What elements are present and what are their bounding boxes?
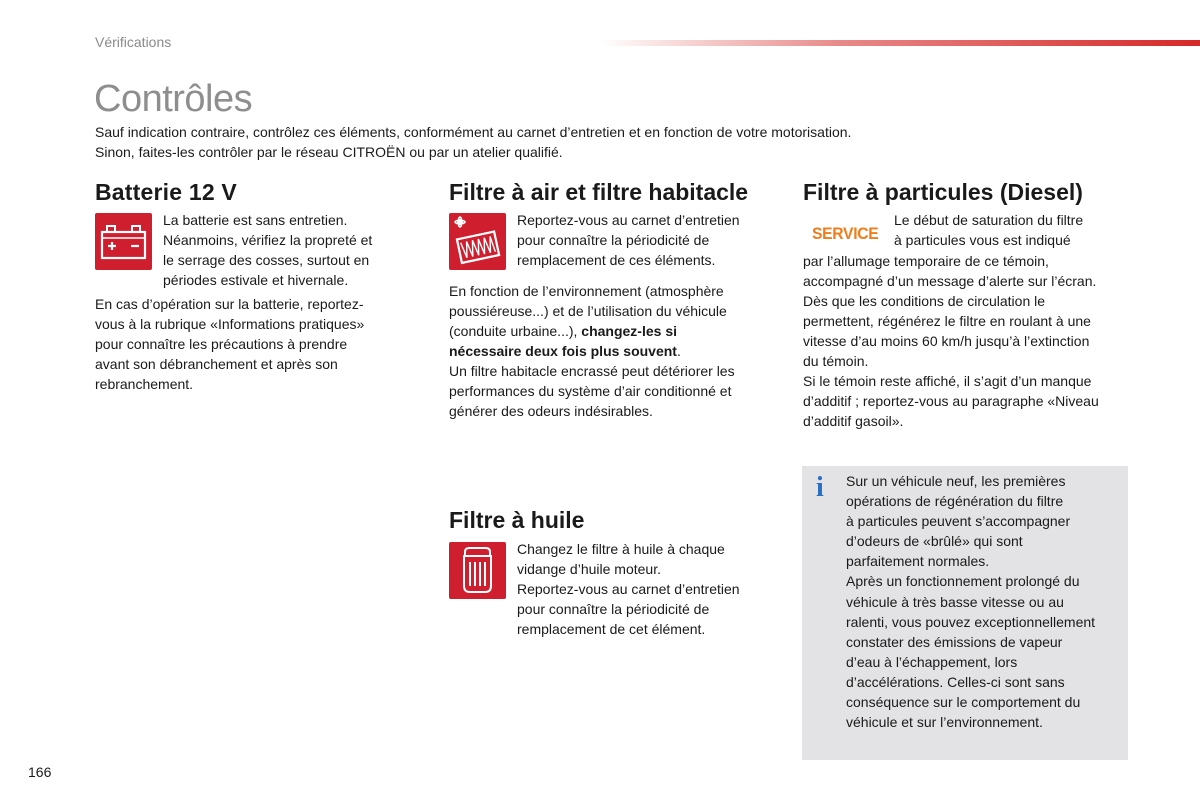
intro-line: Sinon, faites-les contrôler par le réseau CITROËN ou par un atelier qualifié.: [95, 144, 563, 160]
info-line: à particules peuvent s’accompagner: [846, 513, 1071, 530]
air-filter-side-text: [517, 210, 777, 270]
intro-line: Sauf indication contraire, contrôlez ces éléments, conformément au carnet d’entretien et en fonction de votre motorisation.: [95, 124, 852, 140]
particle-filter-heading: Filtre à particules (Diesel): [803, 179, 1083, 205]
oil-filter-line: remplacement de cet élément.: [517, 621, 706, 637]
battery-side-text: [163, 210, 413, 290]
air-filter-text: .: [676, 343, 681, 359]
info-line: constater des émissions de vapeur: [846, 633, 1063, 650]
particle-filter-line: du témoin.: [803, 353, 869, 369]
particle-filter-line: par l’allumage temporaire de ce témoin,: [803, 253, 1049, 269]
air-filter-line: Reportez-vous au carnet d’entretien: [517, 212, 740, 228]
intro-text: [95, 122, 1095, 162]
particle-filter-line: à particules vous est indiqué: [894, 232, 1071, 248]
air-filter-emphasis: changez-les si: [581, 323, 677, 339]
oil-filter-line: Reportez-vous au carnet d’entretien: [517, 581, 740, 597]
info-line: d’odeurs de «brûlé» qui sont: [846, 533, 1023, 550]
battery-para-line: En cas d’opération sur la batterie, reportez-: [95, 296, 364, 312]
battery-heading: Batterie 12 V: [95, 179, 237, 205]
page-title: Contrôles: [94, 78, 253, 120]
info-line: Sur un véhicule neuf, les premières: [846, 473, 1066, 489]
info-line: conséquence sur le comportement du: [846, 694, 1081, 711]
particle-filter-line: accompagné d’un message d’alerte sur l’écran.: [803, 273, 1097, 289]
air-filter-para-line: Un filtre habitacle encrassé peut détériorer les: [449, 363, 735, 379]
battery-section: [95, 178, 435, 212]
battery-para-line: avant son débranchement et après son: [95, 356, 338, 372]
air-filter-section: [449, 178, 789, 212]
oil-filter-text: [517, 539, 777, 639]
info-line: véhicule et sur l’environnement.: [846, 714, 1043, 731]
battery-para-line: vous à la rubrique «Informations pratiques»: [95, 316, 365, 332]
info-line: d’eau à l’échappement, lors: [846, 653, 1018, 670]
air-filter-heading: Filtre à air et filtre habitacle: [449, 179, 749, 205]
particle-filter-line: Dès que les conditions de circulation le: [803, 293, 1046, 309]
particle-filter-line: d’additif gasoil».: [803, 413, 904, 429]
battery-paragraph: [95, 294, 415, 394]
battery-line: La batterie est sans entretien.: [163, 212, 348, 228]
battery-line: le serrage des cosses, surtout en: [163, 252, 370, 268]
info-line: Après un fonctionnement prolongé du: [846, 573, 1080, 590]
info-icon: i: [816, 472, 824, 503]
air-filter-para-line: [449, 341, 779, 361]
section-label: Vérifications: [95, 34, 172, 50]
service-warning-icon: SERVICE: [812, 224, 879, 243]
battery-para-line: rebranchement.: [95, 376, 194, 392]
air-filter-line: remplacement de ces éléments.: [517, 252, 716, 268]
oil-filter-section: [449, 506, 749, 540]
info-line: ralenti, vous pouvez exceptionnellement: [846, 613, 1096, 630]
battery-line: périodes estivale et hivernale.: [163, 272, 349, 288]
air-filter-para-line: performances du système d’air conditionné et: [449, 383, 732, 399]
oil-filter-line: vidange d’huile moteur.: [517, 561, 661, 577]
air-filter-para-line: poussiéreuse...) et de l’utilisation du véhicule: [449, 303, 727, 319]
particle-filter-section: [803, 178, 1143, 212]
air-filter-icon: [449, 213, 506, 270]
air-filter-line: pour connaître la périodicité de: [517, 232, 710, 248]
info-line: opérations de régénération du filtre: [846, 493, 1064, 510]
particle-filter-line: vitesse d’au moins 60 km/h jusqu’à l’extinction: [803, 333, 1090, 349]
info-text: [846, 471, 1126, 732]
oil-filter-line: pour connaître la périodicité de: [517, 601, 710, 617]
oil-filter-heading: Filtre à huile: [449, 507, 585, 533]
particle-filter-line: Le début de saturation du filtre: [894, 212, 1084, 228]
particle-filter-line: permettent, régénérez le filtre en roulant à une: [803, 313, 1091, 329]
particle-filter-side-text: [894, 210, 1134, 250]
info-line: parfaitement normales.: [846, 553, 990, 570]
air-filter-para-line: En fonction de l’environnement (atmosphère: [449, 283, 724, 299]
air-filter-para-line: générer des odeurs indésirables.: [449, 403, 653, 419]
header-accent-bar: [600, 40, 1200, 46]
oil-filter-icon: [449, 542, 506, 599]
air-filter-para-line: [449, 321, 779, 341]
oil-filter-line: Changez le filtre à huile à chaque: [517, 541, 725, 557]
air-filter-emphasis: nécessaire deux fois plus souvent: [449, 343, 677, 359]
info-line: véhicule à très basse vitesse ou au: [846, 593, 1064, 610]
battery-para-line: pour connaître les précautions à prendre: [95, 336, 348, 352]
air-filter-paragraph: [449, 281, 779, 421]
battery-icon: [95, 213, 152, 270]
info-line: d’accélérations. Celles-ci sont sans: [846, 673, 1065, 690]
battery-line: Néanmoins, vérifiez la propreté et: [163, 232, 373, 248]
page-number: 166: [28, 764, 52, 780]
air-filter-text: (conduite urbaine...),: [449, 323, 582, 339]
particle-filter-paragraph: [803, 251, 1143, 431]
particle-filter-line: Si le témoin reste affiché, il s’agit d’un manque: [803, 373, 1092, 389]
particle-filter-line: d’additif ; reportez-vous au paragraphe «Niveau: [803, 393, 1099, 409]
